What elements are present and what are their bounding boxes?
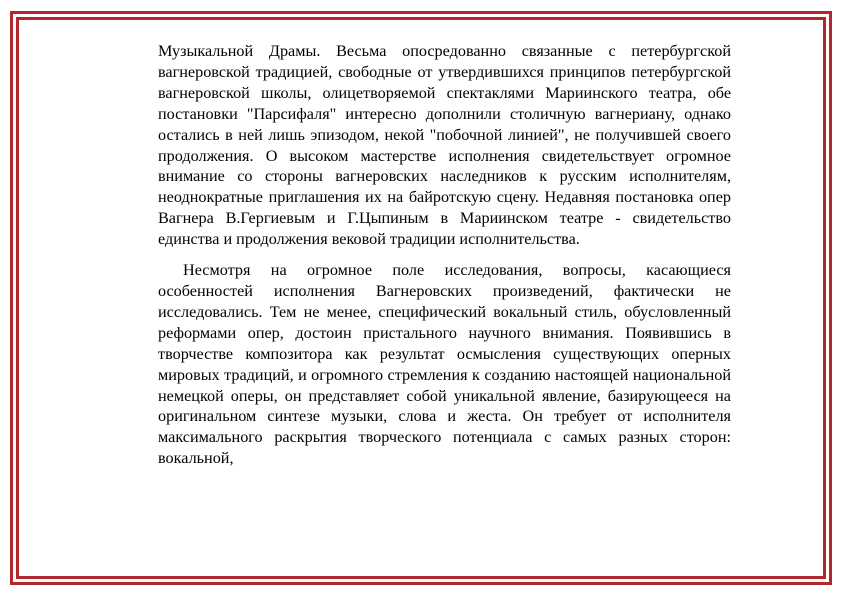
document-body [158,41,731,469]
paragraph-2: Несмотря на огромное поле исследования, вопросы, касающиеся особенностей исполнения Вагнеровских произведений, фактически не исследовались. Тем не менее, специфический вокальный стиль, обусловленный реформами опер, достоин пристального научного внимания. Появившись в творчестве композитора как результат осмысления существующих оперных мировых традиций, и огромного стремления к созданию настоящей национальной немецкой оперы, он представляет собой уникальной явление, базирующееся на оригинальном синтезе музыки, слова и жеста. Он требует от исполнителя максимального раскрытия творческого потенциала с самых разных сторон: вокальной, [158,261,731,468]
paragraph-1: Музыкальной Драмы. Весьма опосредованно связанные с петербургской вагнеровской традицией, свободные от утвердившихся принципов петербургской вагнеровской школы, олицетворяемой спектаклями Мариинского театра, обе постановки "Парсифаля" интересно дополнили столичную вагнериану, однако остались в ней лишь эпизодом, некой "побочной линией", не получившей своего продолжения. О высоком мастерстве исполнения свидетельствует огромное внимание со стороны вагнеровских наследников к русским исполнителям, неоднократные приглашения их на байротскую сцену. Недавняя постановка опер Вагнера В.Гергиевым и Г.Цыпиным в Мариинском театре - свидетельство единства и продолжения вековой традиции исполнительства. [158,42,731,249]
